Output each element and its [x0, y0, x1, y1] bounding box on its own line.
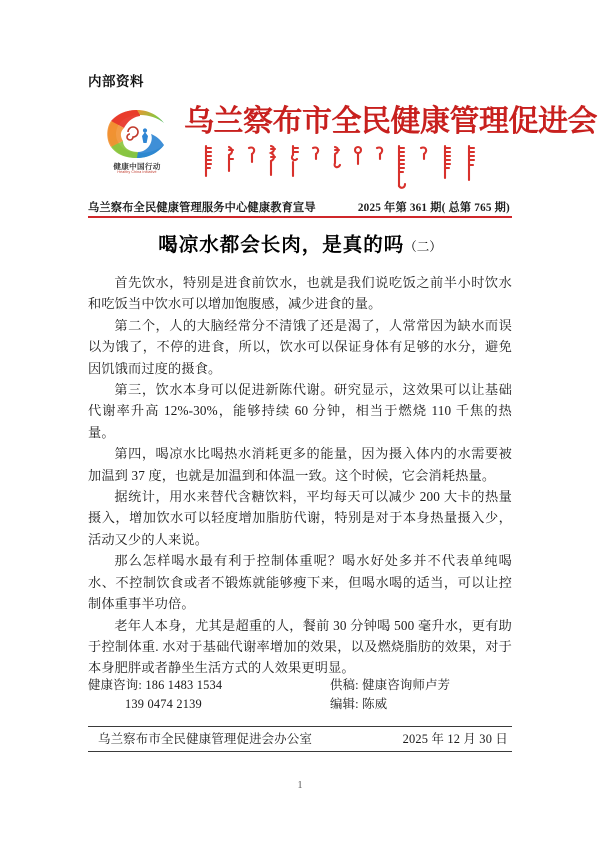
logo-name-en: Healthy China Initiative: [117, 170, 157, 174]
rainbow-swoosh-icon: [104, 108, 170, 160]
masthead-titles: [184, 104, 597, 189]
health-consult-line: [88, 676, 330, 695]
logo-mark: [104, 108, 170, 160]
paragraph: 据统计，用水来替代含糖饮料，平均每天可以减少 200 大卡的热量摄入，增加饮水可以轻度增加脂肪代谢，特别是对于本身热量摄入少，活动又少的人来说。: [88, 489, 512, 547]
health-consult-label: 健康咨询:: [88, 678, 143, 692]
publisher-line: 乌兰察布全民健康管理服务中心健康教育宣导: [88, 202, 316, 214]
mongolian-script-glyphs: [198, 143, 498, 189]
paragraph: 第四，喝凉水比喝热水消耗更多的能量，因为摄入体内的水需要被加温到 37 度，也就是加温到和体温一致。这个时候，它会消耗热量。: [88, 446, 512, 483]
paragraph: 首先饮水，特别是进食前饮水，也就是我们说吃饭之前半小时饮水和吃饭当中饮水可以增加饱腹感，减少进食的量。: [88, 275, 512, 312]
issue-bar: [88, 199, 512, 215]
healthy-china-logo: [100, 108, 174, 182]
article-title-main: 喝凉水都会长肉，是真的吗: [158, 235, 405, 256]
health-consult-phone-2: 139 0474 2139: [125, 697, 202, 711]
health-consult-phone-1: 186 1483 1534: [145, 678, 223, 692]
contributor-value: 健康咨询师卢芳: [362, 678, 451, 692]
editor-label: 编辑:: [330, 697, 359, 711]
paragraph: 老年人本身，尤其是超重的人，餐前 30 分钟喝 500 毫升水，更有助于控制体重. 水对于基础代谢率增加的效果，以及燃烧脂肪的效果，对于本身肥胖或者静坐生活方式的人效果更明显。: [88, 617, 512, 676]
footer-credits-column: [330, 676, 512, 714]
contributor-line: [330, 676, 512, 695]
page-content: [88, 0, 597, 847]
editor-value: 陈威: [362, 697, 388, 711]
masthead: [88, 104, 597, 196]
publication-date: 2025 年 12 月 30 日: [402, 732, 508, 746]
editor-line: [330, 695, 512, 714]
footer-contact-column: [88, 676, 330, 714]
logo-name-cn: 健康中国行动: [113, 162, 161, 171]
issue-number: 2025 年第 361 期( 总第 765 期): [357, 202, 510, 214]
masthead-divider-rule: [88, 216, 512, 218]
page-number: 1: [297, 780, 303, 791]
contributor-label: 供稿:: [330, 678, 359, 692]
footer-contacts: [88, 676, 512, 714]
internal-material-label: 内部资料: [88, 74, 144, 89]
article-title-suffix: （二）: [404, 240, 442, 254]
issuing-office: 乌兰察布市全民健康管理促进会办公室: [98, 732, 313, 746]
footer-bottom-rule: [88, 751, 512, 752]
organization-title-mongolian: [184, 143, 512, 189]
article-body: [88, 272, 512, 679]
paragraph: 那么怎样喝水最有利于控制体重呢？喝水好处多并不代表单纯喝水、不控制饮食或者不锻炼就能够瘦下来，但喝水喝的适当，可以让控制体重事半功倍。: [88, 553, 512, 612]
paragraph: 第二个，人的大脑经常分不清饿了还是渴了，人常常因为缺水而误以为饿了，不停的进食，所以，饮水可以保证身体有足够的水分，避免因饥饿而过度的摄食。: [88, 317, 512, 376]
article-title: [88, 233, 512, 260]
imprint-bar: [88, 730, 512, 749]
organization-title: 乌兰察布市全民健康管理促进会: [184, 105, 597, 138]
footer-top-rule: [88, 726, 512, 727]
paragraph: 第三，饮水本身可以促进新陈代谢。研究显示，这效果可以让基础代谢率升高 12%-30%，能够持续 60 分钟，相当于燃烧 110 千焦的热量。: [88, 382, 512, 440]
